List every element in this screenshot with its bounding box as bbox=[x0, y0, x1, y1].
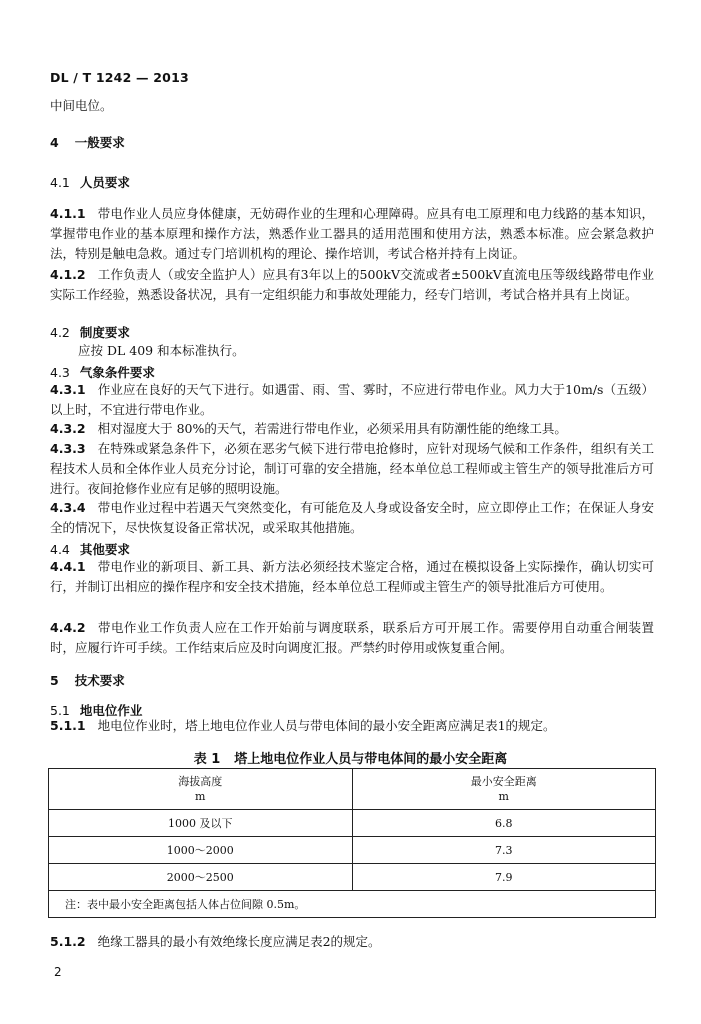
clause-number: 4.4.2 bbox=[50, 620, 86, 635]
clause-text: 带电作业的新项目、新工具、新方法必须经技术鉴定合格，通过在模拟设备上实际操作，确认切实可行，并制订出相应的操作程序和安全技术措施，经本单位总工程师或主管生产的领导批准后方可使用。 bbox=[50, 559, 654, 594]
table-note-row bbox=[49, 891, 656, 918]
clause-number: 4.3.3 bbox=[50, 441, 86, 456]
min-safety-distance-table bbox=[48, 768, 656, 918]
subsection-4-1-heading bbox=[50, 173, 130, 191]
altitude-cell: 2000～2500 bbox=[49, 864, 353, 891]
section-5-heading bbox=[50, 671, 125, 689]
altitude-header-unit: m bbox=[195, 790, 206, 803]
distance-header-unit: m bbox=[498, 790, 509, 803]
distance-header bbox=[352, 769, 656, 810]
table-title: 塔上地电位作业人员与带电体间的最小安全距离 bbox=[234, 752, 508, 767]
clause-number: 4.1.2 bbox=[50, 267, 86, 282]
table-row bbox=[49, 837, 656, 864]
paragraph-4-4-2 bbox=[50, 618, 654, 658]
subsection-title: 地电位作业 bbox=[79, 703, 143, 718]
section-title: 技术要求 bbox=[74, 673, 125, 688]
paragraph-4-1-1 bbox=[50, 204, 654, 264]
clause-number: 5.1.2 bbox=[50, 934, 86, 949]
paragraph-5-1-1 bbox=[50, 716, 654, 736]
table-note: 注：表中最小安全距离包括人体占位间隙 0.5m。 bbox=[49, 891, 656, 918]
table-row bbox=[49, 810, 656, 837]
clause-text: 工作负责人（或安全监护人）应具有3年以上的500kV交流或者±500kV直流电压等级线路带电作业实际工作经验，熟悉设备状况，具有一定组织能力和事故处理能力，经专门培训，考试合格并具有上岗证。 bbox=[50, 267, 654, 302]
paragraph-4-1-2 bbox=[50, 265, 654, 305]
altitude-cell: 1000～2000 bbox=[49, 837, 353, 864]
table-row bbox=[49, 864, 656, 891]
section-4-heading bbox=[50, 133, 125, 151]
clause-number: 5.1.1 bbox=[50, 718, 86, 733]
clause-text: 作业应在良好的天气下进行。如遇雷、雨、雪、雾时，不应进行带电作业。风力大于10m/s（五级）以上时，不宜进行带电作业。 bbox=[50, 382, 654, 417]
clause-text: 在特殊或紧急条件下，必须在恶劣气候下进行带电抢修时，应针对现场气候和工作条件，组织有关工程技术人员和全体作业人员充分讨论，制订可靠的安全措施，经本单位总工程师或主管生产的领导批准后方可进行。夜间抢修作业应有足够的照明设施。 bbox=[50, 441, 654, 496]
clause-number: 4.3.2 bbox=[50, 421, 86, 436]
clause-number: 4.3.4 bbox=[50, 500, 86, 515]
clause-text: 相对湿度大于 80%的天气，若需进行带电作业，必须采用具有防潮性能的绝缘工具。 bbox=[97, 421, 567, 436]
paragraph-4-3-2 bbox=[50, 419, 654, 439]
subsection-title: 其他要求 bbox=[79, 542, 130, 557]
clause-number: 4.4.1 bbox=[50, 559, 86, 574]
paragraph-4-2: 应按 DL 409 和本标准执行。 bbox=[78, 343, 245, 358]
subsection-4-4-heading bbox=[50, 540, 130, 558]
altitude-header-label: 海拔高度 bbox=[178, 775, 223, 788]
distance-header-label: 最小安全距离 bbox=[470, 775, 537, 788]
section-number: 4 bbox=[50, 135, 59, 150]
clause-text: 带电作业人员应身体健康，无妨碍作业的生理和心理障碍。应具有电工原理和电力线路的基本知识，掌握带电作业的基本原理和操作方法，熟悉作业工器具的适用范围和使用方法，熟悉本标准。应会紧急救护法，特别是触电急救。通过专门培训机构的理论、操作培训，考试合格并持有上岗证。 bbox=[50, 206, 654, 261]
clause-number: 4.1.1 bbox=[50, 206, 86, 221]
distance-cell: 7.9 bbox=[352, 864, 656, 891]
subsection-title: 制度要求 bbox=[79, 325, 130, 340]
clause-text: 绝缘工器具的最小有效绝缘长度应满足表2的规定。 bbox=[97, 934, 381, 949]
paragraph-4-3-3 bbox=[50, 439, 654, 499]
subsection-title: 人员要求 bbox=[79, 175, 130, 190]
clause-text: 地电位作业时，塔上地电位作业人员与带电体间的最小安全距离应满足表1的规定。 bbox=[97, 718, 556, 733]
distance-cell: 7.3 bbox=[352, 837, 656, 864]
clause-text: 带电作业工作负责人应在工作开始前与调度联系，联系后方可开展工作。需要停用自动重合闸装置时，应履行许可手续。工作结束后应及时向调度汇报。严禁约时停用或恢复重合闸。 bbox=[50, 620, 654, 655]
distance-cell: 6.8 bbox=[352, 810, 656, 837]
page-number: 2 bbox=[54, 965, 62, 979]
section-number: 5 bbox=[50, 673, 59, 688]
paragraph-4-3-4 bbox=[50, 498, 654, 538]
paragraph-4-3-1 bbox=[50, 380, 654, 420]
clause-text: 带电作业过程中若遇天气突然变化，有可能危及人身或设备安全时，应立即停止工作；在保证人身安全的情况下，尽快恢复设备正常状况，或采取其他措施。 bbox=[50, 500, 654, 535]
table-number: 表 1 bbox=[193, 752, 221, 767]
subsection-4-3-heading bbox=[50, 363, 155, 381]
altitude-header bbox=[49, 769, 353, 810]
table-caption bbox=[0, 748, 701, 767]
table-header-row bbox=[49, 769, 656, 810]
altitude-cell: 1000 及以下 bbox=[49, 810, 353, 837]
continuation-text: 中间电位。 bbox=[50, 98, 113, 113]
paragraph-5-1-2 bbox=[50, 932, 654, 952]
subsection-number: 4.4 bbox=[50, 542, 70, 557]
subsection-4-2-heading bbox=[50, 323, 130, 341]
subsection-number: 4.2 bbox=[50, 325, 70, 340]
subsection-title: 气象条件要求 bbox=[79, 365, 155, 380]
clause-number: 4.3.1 bbox=[50, 382, 86, 397]
subsection-number: 5.1 bbox=[50, 703, 70, 718]
section-title: 一般要求 bbox=[74, 135, 125, 150]
subsection-number: 4.1 bbox=[50, 175, 70, 190]
subsection-number: 4.3 bbox=[50, 365, 70, 380]
standard-code: DL / T 1242 — 2013 bbox=[50, 70, 189, 85]
paragraph-4-4-1 bbox=[50, 557, 654, 597]
